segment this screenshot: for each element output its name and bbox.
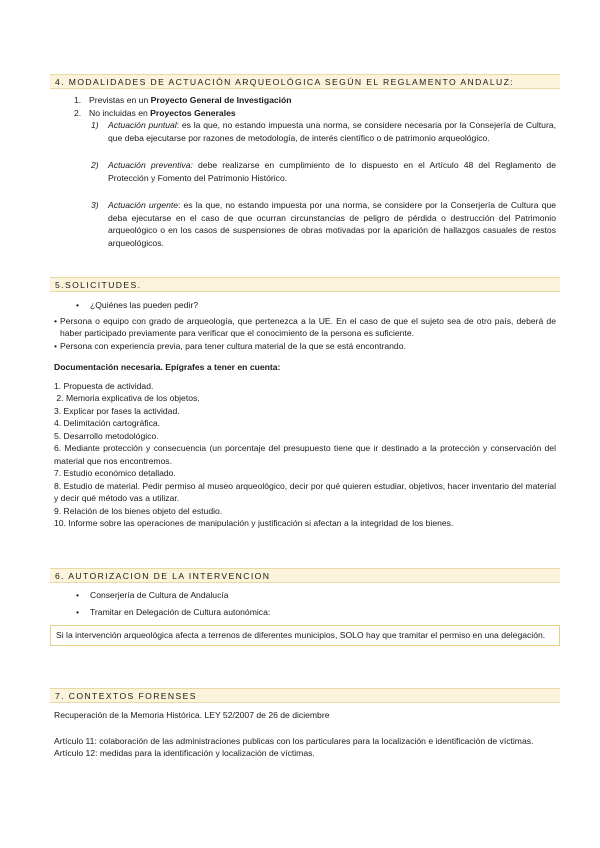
sub-text: : es la que, no estando impuesta por una norma, se considere por la Conserjería de Cultura que deba ejecutarse en el caso de que ocurran circunstancias de peligro de pérdida o destrucción del Patrimonio arqueológico o en los casos de suspensiones de obras motivadas por la aparición de hallazgos casuales de restos arqueológicos. <box>108 200 556 248</box>
list-item <box>54 107 556 120</box>
doc-item: 1. Propuesta de actividad. <box>54 380 154 391</box>
list-item <box>54 94 556 107</box>
list-text: Persona con experiencia previa, para tener cultura material de la que se está encontrando. <box>60 340 406 351</box>
list-number: 1. <box>74 95 82 105</box>
list-text: Persona o equipo con grado de arqueología, que pertenezca a la UE. En el caso de que el sujeto sea de otro país, deberá de haber participado previamente para verificar que el conocimiento de la persona es suficiente. <box>60 315 556 338</box>
list-item <box>54 589 556 602</box>
section-7-heading: 7. CONTEXTOS FORENSES <box>50 688 560 703</box>
bullet-icon: • <box>76 590 80 600</box>
sub-item-preventiva <box>54 159 556 184</box>
list-bold-text: Proyecto General de Investigación <box>150 95 292 105</box>
list-item <box>54 315 556 340</box>
bullet-icon: • <box>54 340 58 351</box>
doc-item: 5. Desarrollo metodológico. <box>54 430 159 441</box>
doc-item: 10. Informe sobre las operaciones de manipulación y justificación si afectan a la integridad de los bienes. <box>54 518 454 528</box>
list-text: No incluidas en <box>89 107 151 118</box>
section-7-body <box>54 709 556 760</box>
sub-item-puntual <box>54 119 556 144</box>
doc-list <box>54 380 556 530</box>
list-number: 2. <box>74 107 82 118</box>
sub-number: 3) <box>91 200 99 210</box>
sub-title: Actuación preventiva: <box>108 160 193 170</box>
sub-text: debe realizarse en cumplimiento de lo dispuesto en el Artículo 48 del Reglamento de Protección y Fomento del Patrimonio Histórico. <box>108 160 556 183</box>
list-bold-text: Proyectos Generales <box>150 107 236 118</box>
bullet-icon: • <box>76 300 80 310</box>
sub-number: 1) <box>91 120 99 130</box>
doc-heading: Documentación necesaria. Epígrafes a tener en cuenta: <box>54 362 281 372</box>
bullet-icon: • <box>76 606 80 617</box>
article-item: Artículo 12: medidas para la identificación y localización de víctimas. <box>54 748 315 758</box>
section-5-heading: 5.SOLICITUDES. <box>50 277 560 292</box>
note-box: Si la intervención arqueológica afecta a terrenos de diferentes municipios, SOLO hay que tramitar el permiso en una delegación. <box>50 625 560 646</box>
question-text: ¿Quiénes las pueden pedir? <box>90 300 198 310</box>
section-6-heading: 6. AUTORIZACION DE LA INTERVENCION <box>50 568 560 583</box>
section-4-body <box>54 94 556 249</box>
sub-number: 2) <box>91 160 99 170</box>
section-4-heading: 4. MODALIDADES DE ACTUACIÓN ARQUEOLÓGICA SEGÚN EL REGLAMENTO ANDALUZ: <box>50 74 560 89</box>
sub-text: : es la que, no estando impuesta una norma, se considere necesaria por la Consejería de Cultura, que deba ejecutarse por razones de metodología, de interés científico o de patrimonio arqueológico. <box>108 120 556 143</box>
list-item <box>54 340 556 353</box>
article-item: Artículo 11: colaboración de las administraciones publicas con los particulares para la localización e identificación de víctimas. <box>54 735 534 746</box>
sub-title: Actuación urgente <box>108 200 179 210</box>
sub-title: Actuación puntual <box>108 120 177 130</box>
sub-item-urgente <box>54 199 556 249</box>
section-6-body <box>54 589 556 618</box>
list-text: Tramitar en Delegación de Cultura autonómica: <box>90 606 271 617</box>
doc-item: 9. Relación de los bienes objeto del estudio. <box>54 505 223 516</box>
doc-item: 4. Delimitación cartográfica. <box>54 418 161 428</box>
section-5-body <box>54 299 556 530</box>
doc-item: 2. Memoria explicativa de los objetos. <box>54 393 200 403</box>
doc-item: 3. Explicar por fases la actividad. <box>54 405 180 416</box>
bullet-icon: • <box>54 315 58 326</box>
list-text: Previstas en un <box>89 95 151 105</box>
doc-item: 7. Estudio económico detallado. <box>54 468 176 478</box>
list-text: Conserjería de Cultura de Andalucía <box>90 590 229 600</box>
list-item <box>54 606 556 619</box>
question-bullet <box>54 299 556 312</box>
doc-item: 8. Estudio de material. Pedir permiso al museo arqueológico, decir por qué quieren estudiar, objetivos, hacer inventario del material y decir qué método vas a utilizar. <box>54 480 556 503</box>
law-reference: Recuperación de la Memoria Histórica. LEY 52/2007 de 26 de diciembre <box>54 710 330 720</box>
doc-item: 6. Mediante protección y consecuencia (un porcentaje del presupuesto tiene que ir destinado a la protección y conservación del material que nos encontremos. <box>54 443 556 466</box>
